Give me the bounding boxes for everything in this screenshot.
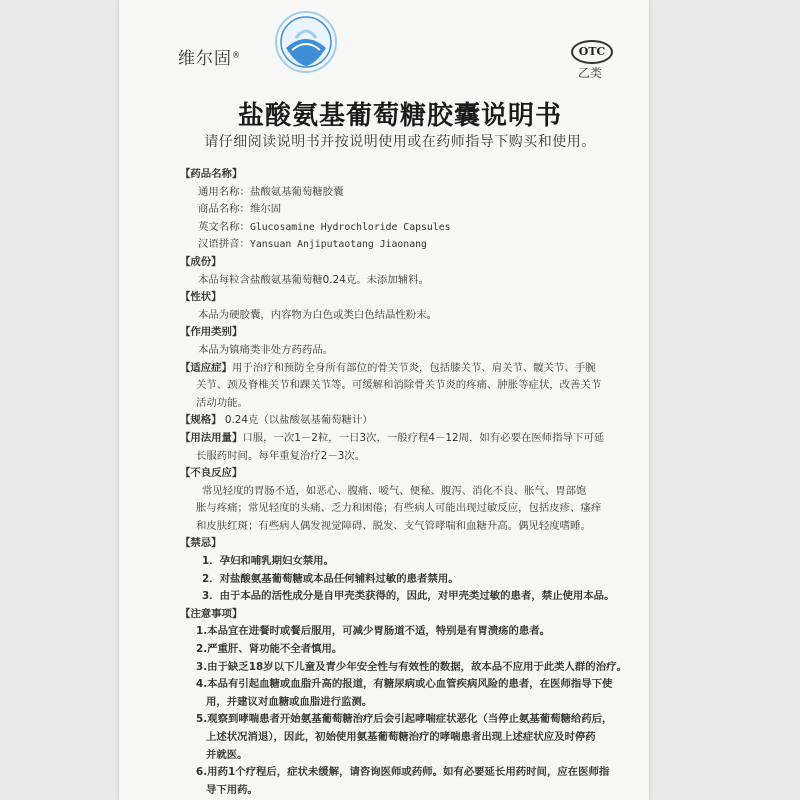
precaution-4-line-1: 4.本品有引起血糖或血脂升高的报道，有糖尿病或心血管疾病风险的患者，在医师指导下使 xyxy=(196,678,613,691)
precaution-4-line-2: 用，并建议对血糖或血脂进行监测。 xyxy=(206,695,373,708)
dosage-line-1: 【用法用量】口服，一次1－2粒，一日3次，一般疗程4－12周，如有必要在医师指导下可延 xyxy=(180,431,605,444)
precaution-5-line-3: 并就医。 xyxy=(206,748,248,761)
contraindication-3: 3．由于本品的活性成分是自甲壳类获得的，因此，对甲壳类过敏的患者，禁止使用本品。 xyxy=(202,590,615,603)
pinyin-name-line: 汉语拼音：Yansuan Anjiputaotang Jiaonang xyxy=(198,238,427,251)
indications-line-3: 活动功能。 xyxy=(196,396,248,409)
contraindication-2: 2．对盐酸氨基葡萄糖或本品任何辅料过敏的患者禁用。 xyxy=(202,572,459,585)
precaution-1: 1.本品宜在进餐时或餐后服用，可减少胃肠道不适，特别是有胃溃疡的患者。 xyxy=(196,625,551,638)
section-heading-contraindications: 【禁忌】 xyxy=(180,537,222,550)
section-heading-category: 【作用类别】 xyxy=(180,326,243,339)
brand-name: 维尔固® xyxy=(178,49,241,69)
precaution-6-line-2: 导下用药。 xyxy=(206,783,258,796)
otc-class-label: 乙类 xyxy=(578,66,603,80)
precaution-3: 3.由于缺乏18岁以下儿童及青少年安全性与有效性的数据，故本品不应用于此类人群的治疗。 xyxy=(196,660,627,673)
section-heading-composition: 【成份】 xyxy=(180,255,222,268)
specification-line: 【规格】 0.24克（以盐酸氨基葡萄糖计） xyxy=(180,414,373,427)
contraindication-1: 1．孕妇和哺乳期妇女禁用。 xyxy=(202,555,334,568)
precaution-5-line-1: 5.观察到哮喘患者开始氨基葡萄糖治疗后会引起哮喘症状恶化（当停止氨基葡萄糖给药后， xyxy=(196,713,613,726)
english-name-line: 英文名称：Glucosamine Hydrochloride Capsules xyxy=(198,220,451,233)
adverse-line-1: 常见轻度的胃肠不适，如恶心、腹痛、嗳气、便秘、腹泻、消化不良、胀气、胃部饱 xyxy=(202,484,587,497)
section-heading-description: 【性状】 xyxy=(180,291,222,304)
precaution-6-line-1: 6.用药1个疗程后，症状未缓解，请咨询医师或药师。如有必要延长用药时间，应在医师指 xyxy=(196,766,610,779)
precaution-5-line-2: 上述状况消退），因此，初始使用氨基葡萄糖治疗的哮喘患者出现上述症状应及时停药 xyxy=(206,731,596,743)
category-text: 本品为镇痛类非处方药药品。 xyxy=(198,343,334,356)
section-heading-drug-name: 【药品名称】 xyxy=(180,168,243,180)
indications-line-1: 【适应症】用于治疗和预防全身所有部位的骨关节炎，包括膝关节、肩关节、髋关节、手腕 xyxy=(180,361,596,374)
leaflet-body xyxy=(180,166,640,799)
composition-text: 本品每粒含盐酸氨基葡萄糖0.24克。未添加辅料。 xyxy=(198,273,429,286)
section-heading-precautions: 【注意事项】 xyxy=(180,607,243,620)
adverse-line-2: 胀与疼痛；常见轻度的头痛、乏力和困倦；有些病人可能出现过敏反应，包括皮疹、瘙痒 xyxy=(196,502,602,515)
trade-name-line: 商品名称：维尔固 xyxy=(198,203,282,216)
generic-name-line: 通用名称：盐酸氨基葡萄糖胶囊 xyxy=(198,185,344,198)
document-title: 盐酸氨基葡萄糖胶囊说明书 xyxy=(237,101,562,131)
indications-line-2: 关节、颈及脊椎关节和踝关节等。可缓解和消除骨关节炎的疼痛、肿胀等症状，改善关节 xyxy=(196,379,602,392)
precaution-2: 2.严重肝、肾功能不全者慎用。 xyxy=(196,643,343,656)
otc-badge: OTC xyxy=(571,40,613,64)
adverse-line-3: 和皮肤红斑；有些病人偶发视觉障碍、脱发、支气管哮喘和血糖升高。偶见轻度嗜睡。 xyxy=(196,519,591,532)
dosage-line-2: 长服药时间。每年重复治疗2－3次。 xyxy=(196,449,366,462)
section-heading-adverse-reactions: 【不良反应】 xyxy=(180,467,243,480)
description-text: 本品为硬胶囊，内容物为白色或类白色结晶性粉末。 xyxy=(198,308,437,321)
brand-logo-icon xyxy=(272,8,340,76)
document-subtitle: 请仔细阅读说明书并按说明使用或在药师指导下购买和使用。 xyxy=(204,134,596,150)
